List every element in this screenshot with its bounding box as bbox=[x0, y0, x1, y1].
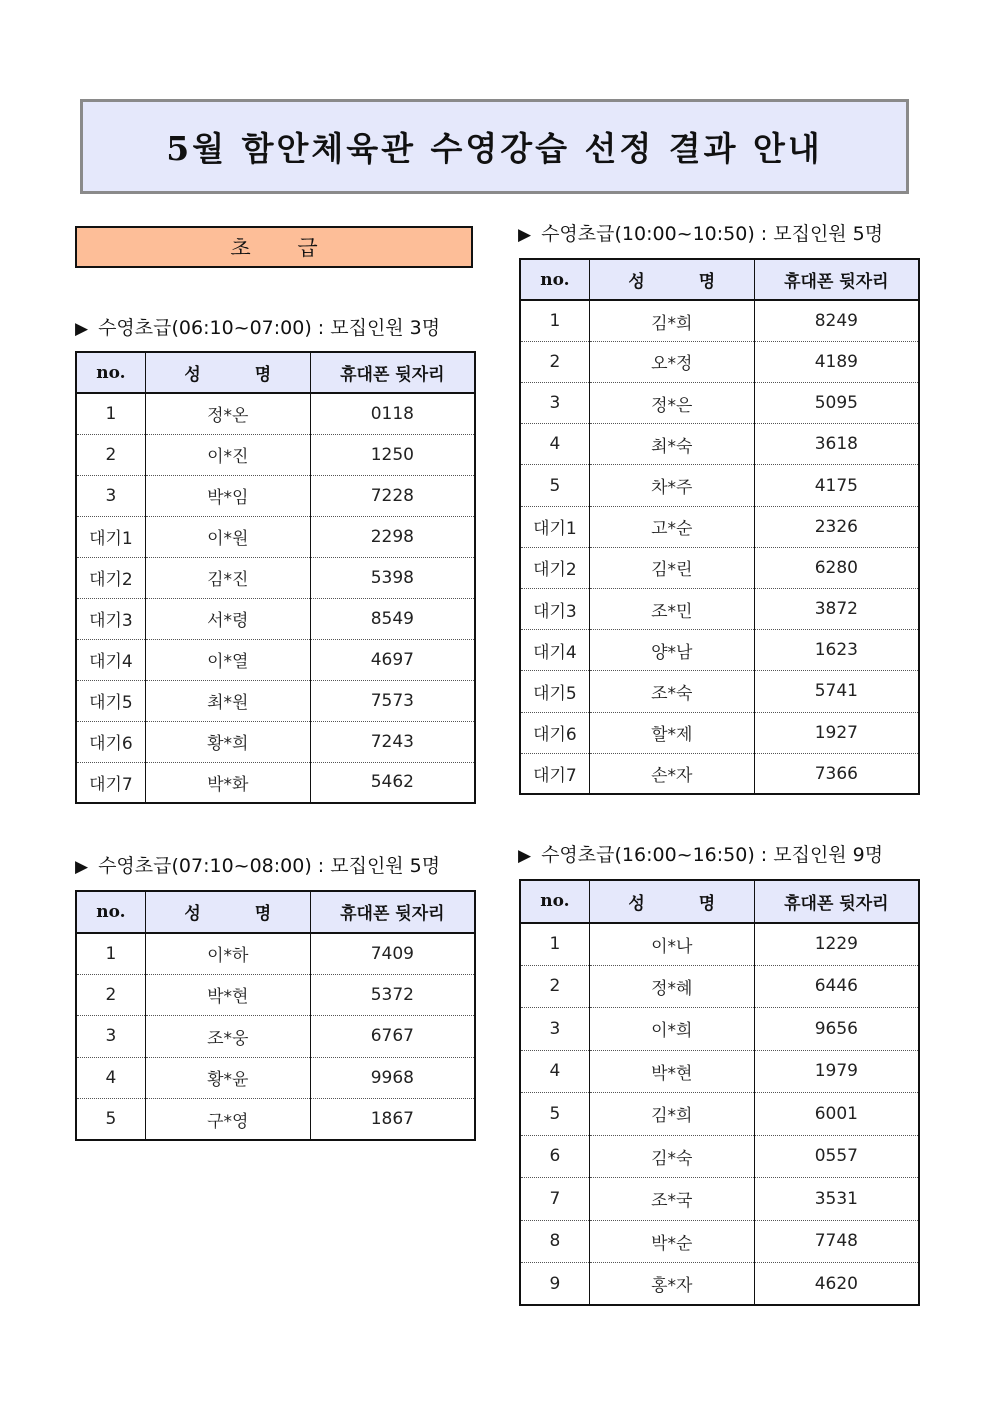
table-row bbox=[520, 300, 919, 341]
roster-table-0610 bbox=[75, 351, 476, 804]
row-no: 대기4 bbox=[76, 639, 145, 680]
triangle-arrow-icon: ▶ bbox=[75, 319, 89, 339]
table-row bbox=[520, 712, 919, 753]
row-phone: 9968 bbox=[310, 1057, 475, 1099]
row-name: 구*영 bbox=[145, 1099, 310, 1141]
table-row bbox=[76, 639, 475, 680]
table-row bbox=[520, 589, 919, 630]
table-row bbox=[76, 933, 475, 975]
header-no: no. bbox=[76, 891, 145, 933]
row-phone: 1229 bbox=[754, 923, 919, 966]
row-no: 3 bbox=[76, 475, 145, 516]
table-row bbox=[520, 506, 919, 547]
table-row bbox=[76, 557, 475, 598]
row-phone: 1623 bbox=[754, 630, 919, 671]
table-row bbox=[76, 680, 475, 721]
row-no: 2 bbox=[76, 434, 145, 475]
table-row bbox=[520, 1093, 919, 1136]
roster-table-1000 bbox=[519, 258, 920, 795]
row-phone: 0557 bbox=[754, 1135, 919, 1178]
row-name: 김*진 bbox=[145, 557, 310, 598]
row-phone: 2298 bbox=[310, 516, 475, 557]
row-name: 박*현 bbox=[145, 974, 310, 1016]
table-row bbox=[520, 547, 919, 588]
row-phone: 5462 bbox=[310, 762, 475, 803]
table-header-row bbox=[76, 352, 475, 393]
row-phone: 8249 bbox=[754, 300, 919, 341]
row-name: 오*정 bbox=[589, 341, 754, 382]
row-phone: 6767 bbox=[310, 1016, 475, 1058]
row-name: 이*하 bbox=[145, 933, 310, 975]
row-no: 대기7 bbox=[76, 762, 145, 803]
row-name: 조*민 bbox=[589, 589, 754, 630]
document-title: 5월 함안체육관 수영강습 선정 결과 안내 bbox=[166, 129, 823, 168]
header-no: no. bbox=[520, 880, 589, 923]
table-header-row bbox=[520, 259, 919, 300]
row-phone: 8549 bbox=[310, 598, 475, 639]
row-no: 대기2 bbox=[76, 557, 145, 598]
row-name: 차*주 bbox=[589, 465, 754, 506]
row-no: 4 bbox=[520, 424, 589, 465]
row-phone: 6280 bbox=[754, 547, 919, 588]
header-name: 성 명 bbox=[589, 259, 754, 300]
header-no: no. bbox=[520, 259, 589, 300]
row-name: 김*린 bbox=[589, 547, 754, 588]
header-name: 성 명 bbox=[145, 352, 310, 393]
row-phone: 5372 bbox=[310, 974, 475, 1016]
row-no: 6 bbox=[520, 1135, 589, 1178]
table-row bbox=[520, 965, 919, 1008]
row-name: 정*온 bbox=[145, 393, 310, 434]
row-phone: 4697 bbox=[310, 639, 475, 680]
row-name: 조*국 bbox=[589, 1178, 754, 1221]
table-row bbox=[520, 465, 919, 506]
row-phone: 2326 bbox=[754, 506, 919, 547]
row-no: 2 bbox=[76, 974, 145, 1016]
row-no: 3 bbox=[520, 1008, 589, 1051]
section-title-0710 bbox=[75, 851, 440, 878]
row-name: 최*원 bbox=[145, 680, 310, 721]
header-phone: 휴대폰 뒷자리 bbox=[754, 880, 919, 923]
row-name: 고*순 bbox=[589, 506, 754, 547]
table-row bbox=[76, 1099, 475, 1141]
row-name: 조*숙 bbox=[589, 671, 754, 712]
section-title-text: 수영초급(16:00~16:50) : 모집인원 9명 bbox=[541, 844, 884, 866]
section-title-text: 수영초급(07:10~08:00) : 모집인원 5명 bbox=[98, 855, 441, 877]
table-row bbox=[520, 1050, 919, 1093]
row-phone: 6446 bbox=[754, 965, 919, 1008]
header-phone: 휴대폰 뒷자리 bbox=[310, 891, 475, 933]
table-header-row bbox=[76, 891, 475, 933]
row-no: 대기2 bbox=[520, 547, 589, 588]
table-row bbox=[520, 1263, 919, 1306]
row-no: 5 bbox=[520, 465, 589, 506]
header-phone: 휴대폰 뒷자리 bbox=[754, 259, 919, 300]
row-name: 정*은 bbox=[589, 383, 754, 424]
table-row bbox=[520, 753, 919, 794]
row-no: 7 bbox=[520, 1178, 589, 1221]
row-phone: 3531 bbox=[754, 1178, 919, 1221]
row-name: 서*령 bbox=[145, 598, 310, 639]
row-no: 4 bbox=[520, 1050, 589, 1093]
row-no: 1 bbox=[520, 300, 589, 341]
header-name: 성 명 bbox=[145, 891, 310, 933]
table-row bbox=[520, 1135, 919, 1178]
table-row bbox=[76, 434, 475, 475]
row-no: 대기4 bbox=[520, 630, 589, 671]
row-name: 이*원 bbox=[145, 516, 310, 557]
row-name: 박*임 bbox=[145, 475, 310, 516]
row-no: 대기5 bbox=[520, 671, 589, 712]
triangle-arrow-icon: ▶ bbox=[518, 225, 532, 245]
row-name: 이*희 bbox=[589, 1008, 754, 1051]
row-name: 박*순 bbox=[589, 1220, 754, 1263]
roster-table-1600 bbox=[519, 879, 920, 1306]
row-name: 손*자 bbox=[589, 753, 754, 794]
row-phone: 5398 bbox=[310, 557, 475, 598]
row-no: 대기7 bbox=[520, 753, 589, 794]
table-row bbox=[76, 1057, 475, 1099]
table-row bbox=[520, 424, 919, 465]
row-phone: 1867 bbox=[310, 1099, 475, 1141]
row-phone: 1979 bbox=[754, 1050, 919, 1093]
row-phone: 6001 bbox=[754, 1093, 919, 1136]
row-no: 대기5 bbox=[76, 680, 145, 721]
table-row bbox=[520, 923, 919, 966]
row-phone: 5741 bbox=[754, 671, 919, 712]
row-no: 대기3 bbox=[76, 598, 145, 639]
row-name: 김*숙 bbox=[589, 1135, 754, 1178]
row-phone: 4189 bbox=[754, 341, 919, 382]
row-no: 5 bbox=[520, 1093, 589, 1136]
table-row bbox=[76, 721, 475, 762]
row-no: 4 bbox=[76, 1057, 145, 1099]
row-phone: 5095 bbox=[754, 383, 919, 424]
level-label-box bbox=[75, 226, 473, 268]
row-name: 이*진 bbox=[145, 434, 310, 475]
row-phone: 7409 bbox=[310, 933, 475, 975]
level-label: 초 급 bbox=[230, 236, 338, 260]
header-phone: 휴대폰 뒷자리 bbox=[310, 352, 475, 393]
row-name: 김*희 bbox=[589, 300, 754, 341]
table-row bbox=[520, 341, 919, 382]
section-title-text: 수영초급(06:10~07:00) : 모집인원 3명 bbox=[98, 317, 441, 339]
row-no: 2 bbox=[520, 965, 589, 1008]
section-title-0610 bbox=[75, 313, 440, 340]
row-no: 9 bbox=[520, 1263, 589, 1306]
section-title-1600 bbox=[518, 840, 883, 867]
table-row bbox=[76, 598, 475, 639]
row-no: 8 bbox=[520, 1220, 589, 1263]
row-name: 최*숙 bbox=[589, 424, 754, 465]
row-name: 이*나 bbox=[589, 923, 754, 966]
table-row bbox=[520, 671, 919, 712]
row-no: 대기3 bbox=[520, 589, 589, 630]
table-row bbox=[76, 974, 475, 1016]
row-no: 대기1 bbox=[520, 506, 589, 547]
row-no: 3 bbox=[76, 1016, 145, 1058]
row-no: 2 bbox=[520, 341, 589, 382]
document-title-box bbox=[80, 99, 909, 194]
table-row bbox=[76, 393, 475, 434]
row-no: 5 bbox=[76, 1099, 145, 1141]
header-name: 성 명 bbox=[589, 880, 754, 923]
table-row bbox=[520, 1220, 919, 1263]
row-phone: 3872 bbox=[754, 589, 919, 630]
row-name: 황*윤 bbox=[145, 1057, 310, 1099]
row-phone: 0118 bbox=[310, 393, 475, 434]
section-title-1000 bbox=[518, 219, 883, 246]
row-name: 조*웅 bbox=[145, 1016, 310, 1058]
row-phone: 1250 bbox=[310, 434, 475, 475]
row-phone: 7748 bbox=[754, 1220, 919, 1263]
table-header-row bbox=[520, 880, 919, 923]
triangle-arrow-icon: ▶ bbox=[518, 846, 532, 866]
roster-table-0710 bbox=[75, 890, 476, 1141]
row-no: 대기6 bbox=[76, 721, 145, 762]
row-phone: 7228 bbox=[310, 475, 475, 516]
row-phone: 1927 bbox=[754, 712, 919, 753]
table-row bbox=[520, 1178, 919, 1221]
table-row bbox=[76, 762, 475, 803]
row-phone: 7243 bbox=[310, 721, 475, 762]
row-phone: 4175 bbox=[754, 465, 919, 506]
header-no: no. bbox=[76, 352, 145, 393]
row-name: 김*희 bbox=[589, 1093, 754, 1136]
table-row bbox=[76, 516, 475, 557]
triangle-arrow-icon: ▶ bbox=[75, 857, 89, 877]
table-row bbox=[76, 1016, 475, 1058]
table-row bbox=[520, 383, 919, 424]
row-no: 1 bbox=[76, 393, 145, 434]
table-row bbox=[520, 630, 919, 671]
row-no: 1 bbox=[520, 923, 589, 966]
row-phone: 7366 bbox=[754, 753, 919, 794]
table-row bbox=[76, 475, 475, 516]
row-name: 정*혜 bbox=[589, 965, 754, 1008]
row-phone: 9656 bbox=[754, 1008, 919, 1051]
row-no: 대기1 bbox=[76, 516, 145, 557]
row-no: 1 bbox=[76, 933, 145, 975]
row-name: 할*제 bbox=[589, 712, 754, 753]
row-phone: 4620 bbox=[754, 1263, 919, 1306]
row-phone: 7573 bbox=[310, 680, 475, 721]
table-row bbox=[520, 1008, 919, 1051]
row-phone: 3618 bbox=[754, 424, 919, 465]
row-no: 3 bbox=[520, 383, 589, 424]
row-name: 이*열 bbox=[145, 639, 310, 680]
row-name: 양*남 bbox=[589, 630, 754, 671]
row-name: 박*현 bbox=[589, 1050, 754, 1093]
row-name: 박*화 bbox=[145, 762, 310, 803]
row-no: 대기6 bbox=[520, 712, 589, 753]
row-name: 황*희 bbox=[145, 721, 310, 762]
section-title-text: 수영초급(10:00~10:50) : 모집인원 5명 bbox=[541, 223, 884, 245]
row-name: 홍*자 bbox=[589, 1263, 754, 1306]
